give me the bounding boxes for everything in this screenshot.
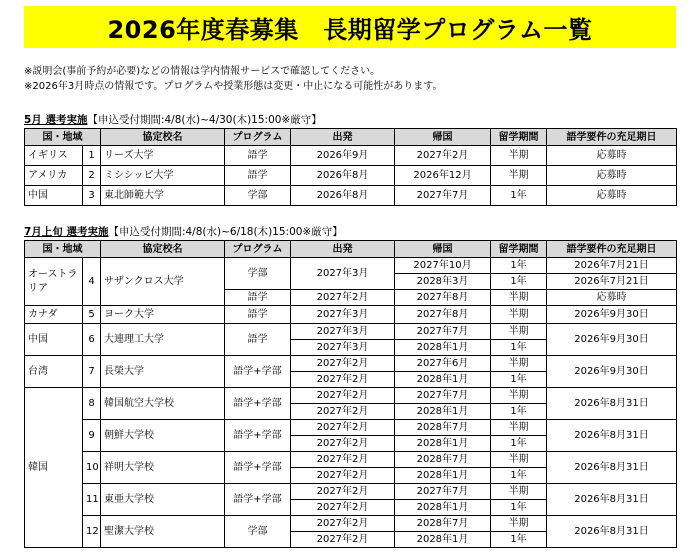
cell-country: 台湾 (25, 356, 83, 388)
cell-period: 1年 (491, 274, 547, 290)
header-school: 協定校名 (101, 129, 225, 146)
cell-depart: 2027年3月 (291, 306, 395, 324)
cell-return: 2028年3月 (395, 274, 491, 290)
cell-deadline: 応募時 (547, 166, 677, 186)
cell-return: 2028年1月 (395, 532, 491, 548)
cell-period: 半期 (491, 516, 547, 532)
cell-period: 半期 (491, 146, 547, 166)
cell-deadline: 2026年9月30日 (547, 356, 677, 388)
table-header-row (25, 241, 677, 258)
cell-return: 2028年1月 (395, 340, 491, 356)
cell-deadline: 応募時 (547, 186, 677, 206)
cell-school: サザンクロス大学 (101, 258, 225, 306)
cell-deadline: 2026年9月30日 (547, 324, 677, 356)
cell-return: 2027年8月 (395, 290, 491, 306)
cell-depart: 2027年2月 (291, 388, 395, 404)
cell-depart: 2027年2月 (291, 420, 395, 436)
cell-return: 2028年7月 (395, 452, 491, 468)
table-row (25, 306, 677, 324)
header-deadline: 語学要件の充足期日 (547, 241, 677, 258)
cell-return: 2027年7月 (395, 388, 491, 404)
cell-return: 2027年6月 (395, 356, 491, 372)
cell-school: 東北師範大学 (101, 186, 225, 206)
cell-deadline: 2026年9月30日 (547, 306, 677, 324)
title-banner (24, 6, 676, 48)
cell-depart: 2026年8月 (291, 166, 395, 186)
section1-table (24, 128, 677, 206)
cell-deadline: 2026年8月31日 (547, 388, 677, 420)
cell-depart: 2027年2月 (291, 484, 395, 500)
table-row (25, 258, 677, 274)
cell-program: 語学 (225, 290, 291, 306)
cell-return: 2028年1月 (395, 468, 491, 484)
table-row (25, 356, 677, 372)
cell-depart: 2027年2月 (291, 356, 395, 372)
cell-no: 3 (83, 186, 101, 206)
section1-period: 【申込受付期間:4/8(水)~4/30(木)15:00※厳守】 (87, 114, 322, 126)
cell-depart: 2027年2月 (291, 372, 395, 388)
cell-program: 語学 (225, 324, 291, 356)
cell-school: ミシシッピ大学 (101, 166, 225, 186)
section1-heading (24, 112, 322, 127)
cell-period: 半期 (491, 324, 547, 340)
cell-deadline: 2026年8月31日 (547, 484, 677, 516)
cell-no: 12 (83, 516, 101, 548)
note-line: ※2026年3月時点の情報です。プログラムや授業形態は変更・中止になる可能性があります。 (24, 81, 443, 92)
cell-school: 朝鮮大学校 (101, 420, 225, 452)
table-row (25, 516, 677, 532)
cell-period: 1年 (491, 404, 547, 420)
cell-period: 1年 (491, 372, 547, 388)
section2-table (24, 240, 677, 548)
cell-school: ヨーク大学 (101, 306, 225, 324)
cell-no: 7 (83, 356, 101, 388)
cell-depart: 2027年2月 (291, 500, 395, 516)
cell-period: 半期 (491, 306, 547, 324)
cell-return: 2028年7月 (395, 420, 491, 436)
cell-deadline: 2026年8月31日 (547, 420, 677, 452)
table-row (25, 388, 677, 404)
table-row (25, 146, 677, 166)
cell-school: 祥明大学校 (101, 452, 225, 484)
cell-country: イギリス (25, 146, 83, 166)
header-return: 帰国 (395, 241, 491, 258)
cell-country: オーストラリア (25, 258, 83, 306)
table-row (25, 186, 677, 206)
cell-period: 半期 (491, 166, 547, 186)
cell-period: 1年 (491, 532, 547, 548)
cell-period: 半期 (491, 388, 547, 404)
cell-period: 1年 (491, 186, 547, 206)
table-row (25, 324, 677, 340)
note-line: ※説明会(事前予約が必要)などの情報は学内情報サービスで確認してください。 (24, 66, 381, 77)
cell-school: 長榮大学 (101, 356, 225, 388)
cell-depart: 2027年3月 (291, 340, 395, 356)
cell-no: 9 (83, 420, 101, 452)
page-title: 2026年度春募集 長期留学プログラム一覧 (107, 15, 593, 44)
cell-deadline: 応募時 (547, 146, 677, 166)
cell-depart: 2026年9月 (291, 146, 395, 166)
notes (24, 64, 443, 94)
header-school: 協定校名 (101, 241, 225, 258)
cell-period: 1年 (491, 340, 547, 356)
cell-depart: 2027年2月 (291, 532, 395, 548)
header-period: 留学期間 (491, 129, 547, 146)
cell-depart: 2027年2月 (291, 436, 395, 452)
cell-depart: 2027年2月 (291, 452, 395, 468)
header-deadline: 語学要件の充足期日 (547, 129, 677, 146)
cell-period: 半期 (491, 452, 547, 468)
cell-program: 学部 (225, 186, 291, 206)
cell-period: 1年 (491, 436, 547, 452)
cell-period: 半期 (491, 290, 547, 306)
cell-no: 5 (83, 306, 101, 324)
section1-label: 5月 選考実施 (24, 114, 88, 126)
cell-period: 1年 (491, 500, 547, 516)
cell-period: 1年 (491, 468, 547, 484)
cell-depart: 2027年3月 (291, 324, 395, 340)
cell-depart: 2027年2月 (291, 468, 395, 484)
cell-return: 2028年7月 (395, 516, 491, 532)
cell-return: 2028年1月 (395, 500, 491, 516)
cell-program: 語学+学部 (225, 452, 291, 484)
cell-no: 1 (83, 146, 101, 166)
cell-depart: 2026年8月 (291, 186, 395, 206)
header-program: プログラム (225, 129, 291, 146)
cell-school: 聖潔大学校 (101, 516, 225, 548)
table-header-row (25, 129, 677, 146)
cell-deadline: 2026年8月31日 (547, 452, 677, 484)
header-country: 国・地域 (25, 129, 101, 146)
section2-period: 【申込受付期間:4/8(水)~6/18(木)15:00※厳守】 (108, 226, 343, 238)
cell-country: 中国 (25, 186, 83, 206)
table-row (25, 484, 677, 500)
cell-no: 4 (83, 258, 101, 306)
header-depart: 出発 (291, 129, 395, 146)
cell-return: 2028年1月 (395, 372, 491, 388)
cell-program: 語学 (225, 306, 291, 324)
cell-return: 2027年7月 (395, 324, 491, 340)
table-row (25, 166, 677, 186)
header-program: プログラム (225, 241, 291, 258)
cell-country: アメリカ (25, 166, 83, 186)
cell-program: 語学+学部 (225, 356, 291, 388)
cell-deadline: 応募時 (547, 290, 677, 306)
cell-no: 6 (83, 324, 101, 356)
cell-school: 大連理工大学 (101, 324, 225, 356)
cell-period: 半期 (491, 356, 547, 372)
cell-school: 東亜大学校 (101, 484, 225, 516)
cell-return: 2027年10月 (395, 258, 491, 274)
cell-program: 学部 (225, 516, 291, 548)
cell-return: 2027年7月 (395, 484, 491, 500)
cell-program: 語学+学部 (225, 388, 291, 420)
header-period: 留学期間 (491, 241, 547, 258)
section2-label: 7月上旬 選考実施 (24, 226, 109, 238)
cell-program: 語学 (225, 146, 291, 166)
cell-return: 2026年12月 (395, 166, 491, 186)
cell-return: 2028年1月 (395, 436, 491, 452)
header-country: 国・地域 (25, 241, 101, 258)
cell-return: 2027年7月 (395, 186, 491, 206)
cell-program: 学部 (225, 258, 291, 290)
cell-program: 語学+学部 (225, 484, 291, 516)
cell-school: リーズ大学 (101, 146, 225, 166)
cell-program: 語学 (225, 166, 291, 186)
cell-country: 韓国 (25, 388, 83, 548)
cell-no: 11 (83, 484, 101, 516)
cell-deadline: 2026年8月31日 (547, 516, 677, 548)
cell-no: 2 (83, 166, 101, 186)
cell-depart: 2027年2月 (291, 516, 395, 532)
cell-school: 韓国航空大学校 (101, 388, 225, 420)
table-row (25, 420, 677, 436)
cell-depart: 2027年2月 (291, 290, 395, 306)
cell-return: 2027年2月 (395, 146, 491, 166)
cell-period: 半期 (491, 420, 547, 436)
cell-no: 10 (83, 452, 101, 484)
header-depart: 出発 (291, 241, 395, 258)
cell-depart: 2027年3月 (291, 258, 395, 290)
cell-return: 2028年1月 (395, 404, 491, 420)
header-return: 帰国 (395, 129, 491, 146)
section2-heading (24, 224, 343, 239)
cell-country: カナダ (25, 306, 83, 324)
cell-program: 語学+学部 (225, 420, 291, 452)
cell-deadline: 2026年7月21日 (547, 274, 677, 290)
cell-depart: 2027年2月 (291, 404, 395, 420)
cell-return: 2027年8月 (395, 306, 491, 324)
cell-deadline: 2026年7月21日 (547, 258, 677, 274)
cell-period: 1年 (491, 258, 547, 274)
cell-period: 半期 (491, 484, 547, 500)
cell-country: 中国 (25, 324, 83, 356)
table-row (25, 452, 677, 468)
cell-no: 8 (83, 388, 101, 420)
